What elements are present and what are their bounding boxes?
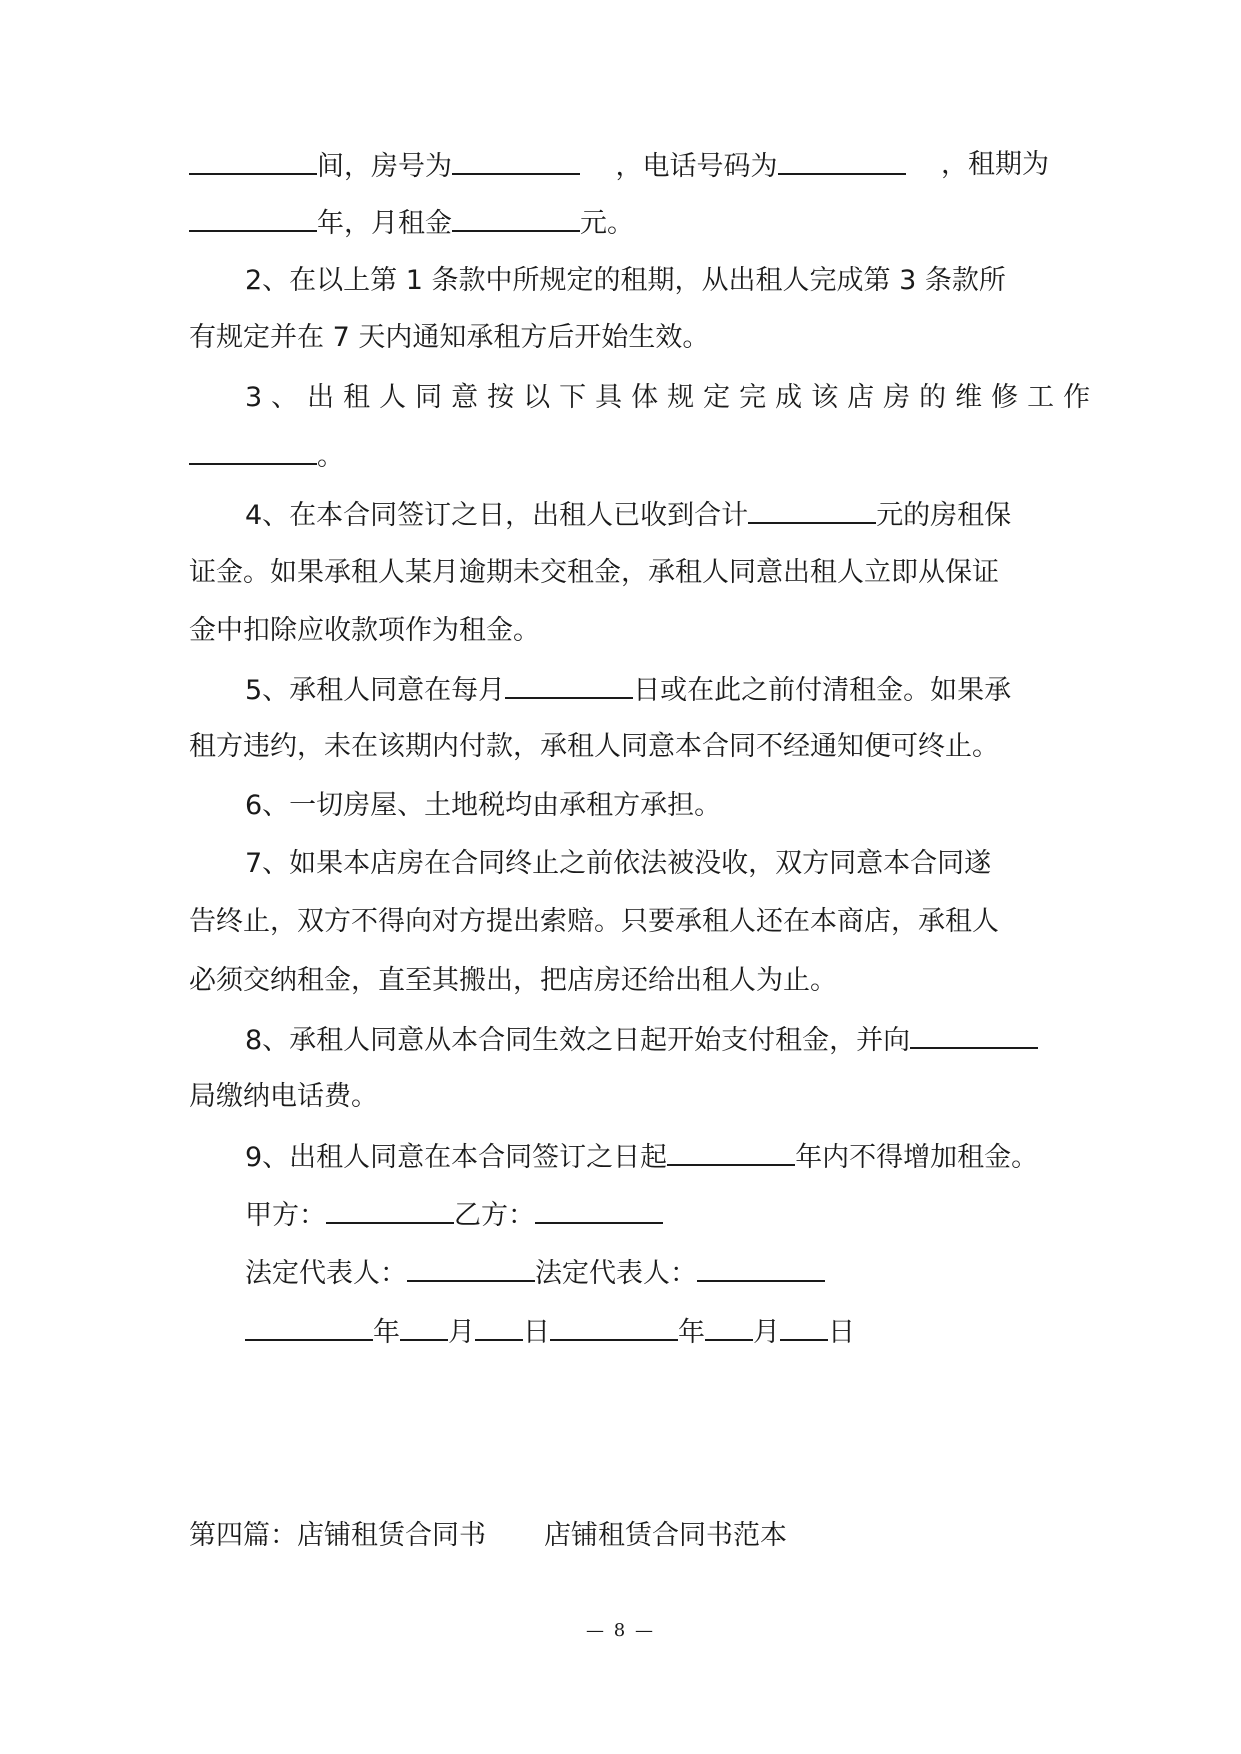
fill-blank bbox=[505, 669, 633, 699]
text-line bbox=[245, 669, 1049, 709]
text-line bbox=[189, 202, 1049, 242]
paragraph-line: 证金。如果承租人某月逾期未交租金，承租人同意出租人立即从保证 bbox=[189, 557, 999, 588]
fill-blank bbox=[245, 1311, 373, 1341]
fill-blank bbox=[910, 1019, 1038, 1049]
text-line bbox=[189, 145, 1049, 185]
text-fragment: 元的房租保 bbox=[876, 500, 1012, 531]
paragraph-line: 有规定并在 7 天内通知承租方后开始生效。 bbox=[189, 322, 710, 353]
fill-blank bbox=[452, 202, 580, 232]
fill-blank bbox=[475, 1311, 523, 1341]
text-line bbox=[245, 494, 1049, 534]
party-a-blank bbox=[326, 1194, 454, 1224]
month-label: 月 bbox=[753, 1317, 780, 1348]
representative-line bbox=[245, 1252, 1049, 1292]
paragraph-line: 租方违约，未在该期内付款，承租人同意本合同不经通知便可终止。 bbox=[189, 731, 999, 762]
signature-line bbox=[245, 1194, 1049, 1234]
fill-blank bbox=[189, 435, 317, 465]
paragraph-line: 局缴纳电话费。 bbox=[189, 1081, 378, 1112]
paragraph-line: 3、出租人同意按以下具体规定完成该店房的维修工作 bbox=[245, 382, 1100, 413]
paragraph-line: 金中扣除应收款项作为租金。 bbox=[189, 615, 540, 646]
fill-blank bbox=[667, 1136, 795, 1166]
text-fragment: 元。 bbox=[580, 208, 634, 239]
page-number: — 8 — bbox=[586, 1620, 655, 1641]
text-line bbox=[245, 1019, 1049, 1059]
representative-b-blank bbox=[697, 1252, 825, 1282]
representative-a-blank bbox=[407, 1252, 535, 1282]
text-fragment: ，租期为 bbox=[941, 149, 1049, 180]
paragraph-line: 6、一切房屋、土地税均由承租方承担。 bbox=[245, 790, 722, 821]
text-fragment: 年，月租金 bbox=[317, 208, 452, 239]
party-b-label: 乙方： bbox=[454, 1200, 535, 1231]
text-fragment: 8、承租人同意从本合同生效之日起开始支付租金，并向 bbox=[245, 1025, 911, 1056]
text-fragment: 。 bbox=[317, 441, 344, 472]
fill-blank bbox=[189, 202, 317, 232]
fill-blank bbox=[705, 1311, 753, 1341]
year-label: 年 bbox=[373, 1317, 400, 1348]
text-fragment: ，电话号码为 bbox=[615, 151, 778, 182]
fill-blank bbox=[748, 494, 876, 524]
representative-b-label: 法定代表人： bbox=[535, 1258, 697, 1289]
fill-blank bbox=[189, 145, 317, 175]
day-label: 日 bbox=[828, 1317, 855, 1348]
fill-blank bbox=[550, 1311, 678, 1341]
text-line bbox=[245, 1136, 1049, 1176]
text-fragment: 5、承租人同意在每月 bbox=[245, 675, 506, 706]
fill-blank bbox=[778, 145, 906, 175]
heading-subtitle: 店铺租赁合同书范本 bbox=[544, 1520, 787, 1551]
text-fragment: 间，房号为 bbox=[317, 151, 452, 182]
text-fragment: 日或在此之前付清租金。如果承 bbox=[633, 675, 1012, 706]
text-line bbox=[189, 435, 1049, 475]
party-b-blank bbox=[535, 1194, 663, 1224]
year-label: 年 bbox=[678, 1317, 705, 1348]
paragraph-line: 7、如果本店房在合同终止之前依法被没收，双方同意本合同遂 bbox=[245, 848, 992, 879]
date-line bbox=[245, 1311, 1049, 1351]
text-fragment: 4、在本合同签订之日，出租人已收到合计 bbox=[245, 500, 749, 531]
paragraph-line: 2、在以上第 1 条款中所规定的租期，从出租人完成第 3 条款所 bbox=[245, 265, 1006, 296]
representative-a-label: 法定代表人： bbox=[245, 1258, 407, 1289]
fill-blank bbox=[780, 1311, 828, 1341]
heading-title: 第四篇：店铺租赁合同书 bbox=[189, 1520, 486, 1551]
paragraph-line: 告终止，双方不得向对方提出索赔。只要承租人还在本商店，承租人 bbox=[189, 906, 999, 937]
text-fragment: 9、出租人同意在本合同签订之日起 bbox=[245, 1142, 668, 1173]
text-fragment: 年内不得增加租金。 bbox=[795, 1142, 1039, 1173]
day-label: 日 bbox=[523, 1317, 550, 1348]
party-a-label: 甲方： bbox=[245, 1200, 326, 1231]
fill-blank bbox=[400, 1311, 448, 1341]
fill-blank bbox=[452, 145, 580, 175]
paragraph-line: 必须交纳租金，直至其搬出，把店房还给出租人为止。 bbox=[189, 965, 837, 996]
month-label: 月 bbox=[448, 1317, 475, 1348]
section-heading bbox=[189, 1516, 787, 1556]
